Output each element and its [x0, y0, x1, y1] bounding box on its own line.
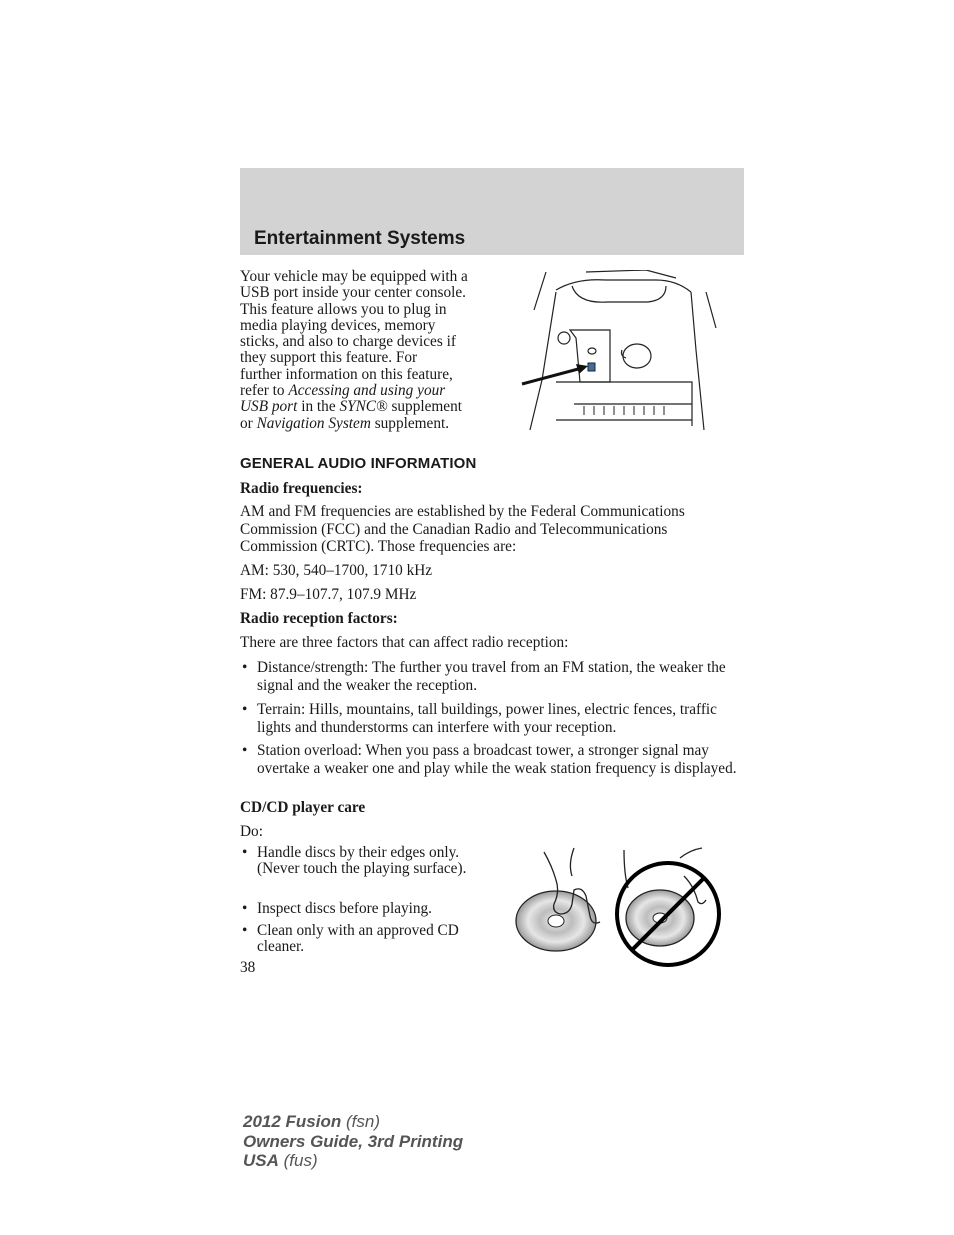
correct-handling-disc-icon [516, 848, 600, 951]
bullet-dot: • [242, 900, 248, 917]
list-item: • Distance/strength: The further you travel from an FM station, the weaker the signal and the weaker the reception. [242, 659, 726, 694]
radio-reception-intro: There are three factors that can affect radio reception: [240, 634, 569, 651]
radio-frequencies-label: Radio frequencies: [240, 480, 363, 497]
radio-frequencies-text: AM and FM frequencies are established by the Federal Communications Commission (FCC) and the Canadian Radio and Telecommunications Commission (CRTC). Those frequencies are: [240, 503, 685, 556]
am-frequencies: AM: 530, 540–1700, 1710 kHz [240, 562, 433, 579]
radio-reception-label: Radio reception factors: [240, 610, 398, 627]
fm-frequencies: FM: 87.9–107.7, 107.9 MHz [240, 586, 417, 603]
bullet-dot: • [242, 701, 248, 718]
document-footer: 2012 Fusion (fsn) Owners Guide, 3rd Printing USA (fus) [243, 1112, 464, 1170]
section-title: Entertainment Systems [254, 228, 466, 249]
cd-care-do: Do: [240, 823, 263, 840]
usb-port-illustration [516, 270, 728, 432]
bullet-dot: • [242, 844, 248, 861]
cd-care-label: CD/CD player care [240, 799, 366, 816]
list-item: • Handle discs by their edges only. (Never touch the playing surface). [242, 844, 467, 878]
page-number: 38 [240, 959, 256, 976]
list-item: • Station overload: When you pass a broadcast tower, a stronger signal may overtake a weaker one and play while the weak station frequency is displayed. [242, 742, 737, 777]
list-item: • Inspect discs before playing. [242, 900, 433, 917]
list-item: • Terrain: Hills, mountains, tall buildings, power lines, electric fences, traffic lights and thunderstorms can interfere with your reception. [242, 701, 717, 736]
intro-paragraph: Your vehicle may be equipped with a USB port inside your center console. This feature allows you to plug in media playing devices, memory sticks, and also to charge devices if they support this feature. For further information on this feature, refer to Accessing and using your USB port in the SYNC® supplement or Navigation System supplement. [240, 268, 468, 432]
general-audio-heading: GENERAL AUDIO INFORMATION [240, 455, 477, 472]
list-item: • Clean only with an approved CD cleaner. [242, 922, 459, 956]
bullet-dot: • [242, 659, 248, 676]
cd-handling-illustration [512, 846, 734, 968]
bullet-dot: • [242, 922, 248, 939]
bullet-dot: • [242, 742, 248, 759]
